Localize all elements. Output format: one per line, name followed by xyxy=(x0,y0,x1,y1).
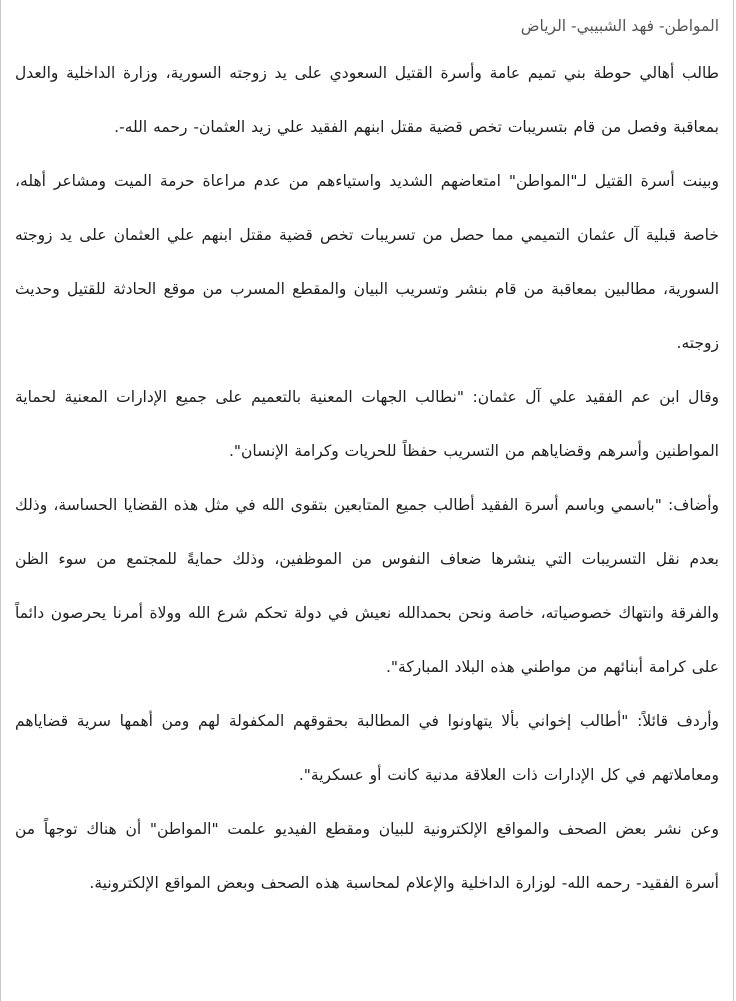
article-byline: المواطن- فهد الشبيبي- الرياض xyxy=(520,17,719,35)
article-paragraph: وأضاف: "باسمي وباسم أسرة الفقيد أطالب جميع المتابعين بتقوى الله في مثل هذه القضايا الحساسة، وذلك بعدم نقل التسريبات التي ينشرها ضعاف النفوس من الموظفين، وذلك حمايةً للمجتمع من سوء الظن والفرقة وانتهاك خصوصياته، خاصة ونحن بحمدالله نعيش في دولة تحكم شرع الله وولاة أمرنا يحرصون دائماً على كرامة أبنائهم من مواطني هذه البلاد المباركة". xyxy=(15,496,719,676)
article-paragraph: وعن نشر بعض الصحف والمواقع الإلكترونية للبيان ومقطع الفيديو علمت "المواطن" أن هناك توجهاً من أسرة الفقيد- رحمه الله- لوزارة الداخلية والإعلام لمحاسبة هذه الصحف وبعض المواقع الإلكترونية. xyxy=(15,820,719,892)
article-paragraph: وبينت أسرة القتيل لـ"المواطن" امتعاضهم الشديد واستياءهم من عدم مراعاة حرمة الميت ومشاعر أهله، خاصة قبلية آل عثمان التميمي مما حصل من تسريبات تخص قضية مقتل ابنهم علي العثمان على يد زوجته السورية، مطالبين بمعاقبة من قام بنشر وتسريب البيان والمقطع المسرب من موقع الحادثة للقتيل وحديث زوجته. xyxy=(15,172,719,352)
article-paragraph: وقال ابن عم الفقيد علي آل عثمان: "نطالب الجهات المعنية بالتعميم على جميع الإدارات المعنية لحماية المواطنين وأسرهم وقضاياهم من التسريب حفظاً للحريات وكرامة الإنسان". xyxy=(15,388,719,460)
article-paragraph: وأردف قائلاً: "أطالب إخواني بألا يتهاونوا في المطالبة بحقوقهم المكفولة لهم ومن أهمها سرية قضاياهم ومعاملاتهم في كل الإدارات ذات العلاقة مدنية كانت أو عسكرية". xyxy=(15,712,719,784)
article-paragraph: طالب أهالي حوطة بني تميم عامة وأسرة القتيل السعودي على يد زوجته السورية، وزارة الداخلية والعدل بمعاقبة وفصل من قام بتسريبات تخص قضية مقتل ابنهم الفقيد علي زيد العثمان- رحمه الله-. xyxy=(15,64,719,136)
